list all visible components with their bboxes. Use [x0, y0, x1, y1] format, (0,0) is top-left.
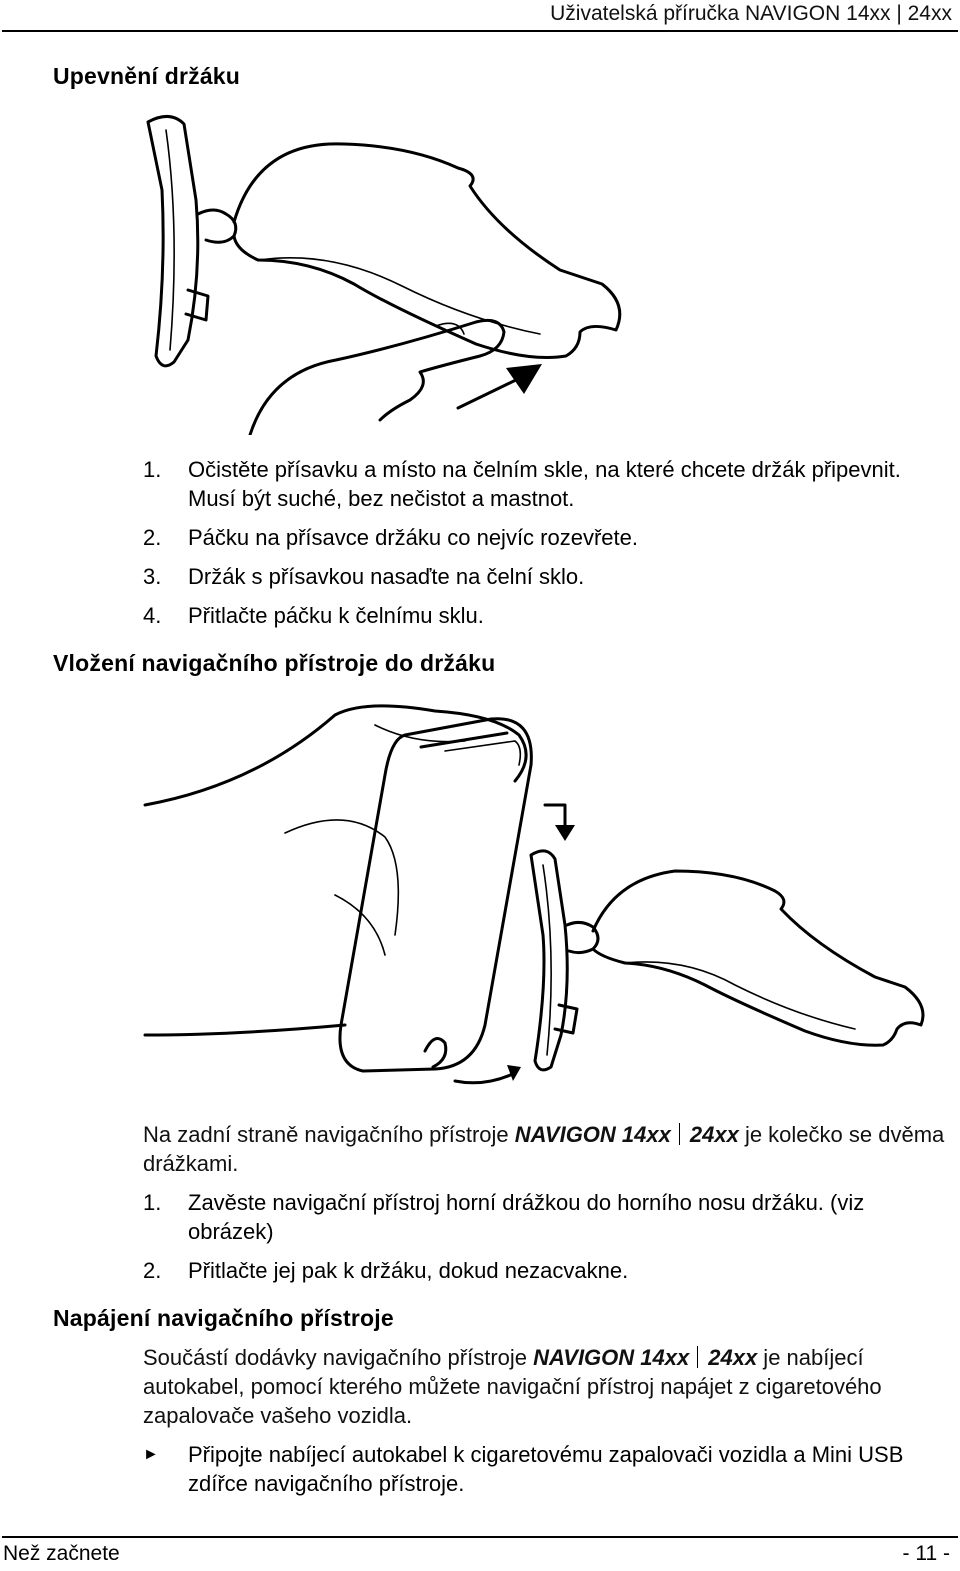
power-text-start: Součástí dodávky navigačního přístroje — [143, 1345, 534, 1370]
insert-steps-list — [143, 1188, 933, 1285]
step-number: 1. — [143, 1190, 162, 1215]
list-item — [143, 562, 933, 591]
model-name-24xx: 24xx — [708, 1345, 758, 1370]
intro-text-end: je kolečko se dvěma drážkami. — [143, 1122, 945, 1176]
power-bullet-item — [143, 1440, 933, 1498]
intro-text-start: Na zadní straně navigačního přístroje — [143, 1122, 515, 1147]
heading-mount-holder: Upevnění držáku — [53, 63, 241, 89]
device-intro-paragraph — [143, 1120, 958, 1178]
list-item — [143, 455, 933, 513]
device-insert-illustration — [135, 695, 935, 1095]
mount-steps-list — [143, 455, 933, 630]
model-name-14xx: NAVIGON 14xx — [533, 1345, 690, 1370]
step-text: Páčku na přísavce držáku co nejvíc rozevřete. — [188, 525, 638, 550]
heading-power-device: Napájení navigačního přístroje — [53, 1305, 394, 1331]
list-item — [143, 1256, 933, 1285]
step-number: 1. — [143, 457, 162, 482]
list-item — [143, 523, 933, 552]
bullet-text: Připojte nabíjecí autokabel k cigaretovému zapalovači vozidla a Mini USB zdířce navigačního přístroje. — [188, 1442, 904, 1496]
step-text: Přitlačte jej pak k držáku, dokud nezacvakne. — [188, 1258, 629, 1283]
model-name-14xx: NAVIGON 14xx — [514, 1122, 671, 1147]
list-item — [143, 601, 933, 630]
step-number: 3. — [143, 564, 162, 589]
footer-rule — [2, 1536, 958, 1538]
step-text: Očistěte přísavku a místo na čelním skle, na které chcete držák připevnit. Musí být suché, bez nečistot a mastnot. — [188, 457, 901, 511]
bullet-arrow-icon: ► — [143, 1446, 159, 1463]
power-paragraph — [143, 1343, 953, 1430]
step-text: Zavěste navigační přístroj horní drážkou do horního nosu držáku. (viz obrázek) — [188, 1190, 865, 1244]
step-text: Držák s přísavkou nasaďte na čelní sklo. — [188, 564, 585, 589]
holder-mount-illustration — [140, 110, 640, 435]
page-number: - 11 - — [902, 1542, 950, 1565]
page-header-title: Uživatelská příručka NAVIGON 14xx | 24xx — [550, 2, 952, 25]
list-item — [143, 1188, 933, 1246]
step-number: 4. — [143, 603, 162, 628]
step-number: 2. — [143, 525, 162, 550]
step-number: 2. — [143, 1258, 162, 1283]
model-name-24xx: 24xx — [689, 1122, 739, 1147]
header-rule — [2, 30, 958, 32]
step-text: Přitlačte páčku k čelnímu sklu. — [188, 603, 484, 628]
model-separator — [697, 1346, 698, 1368]
heading-insert-device: Vložení navigačního přístroje do držáku — [53, 650, 496, 676]
power-text-end: je nabíjecí autokabel, pomocí kterého můžete navigační přístroj napájet z cigaretového zapalovače vašeho vozidla. — [143, 1345, 882, 1428]
footer-chapter: Než začnete — [3, 1542, 120, 1565]
model-separator — [679, 1123, 680, 1145]
